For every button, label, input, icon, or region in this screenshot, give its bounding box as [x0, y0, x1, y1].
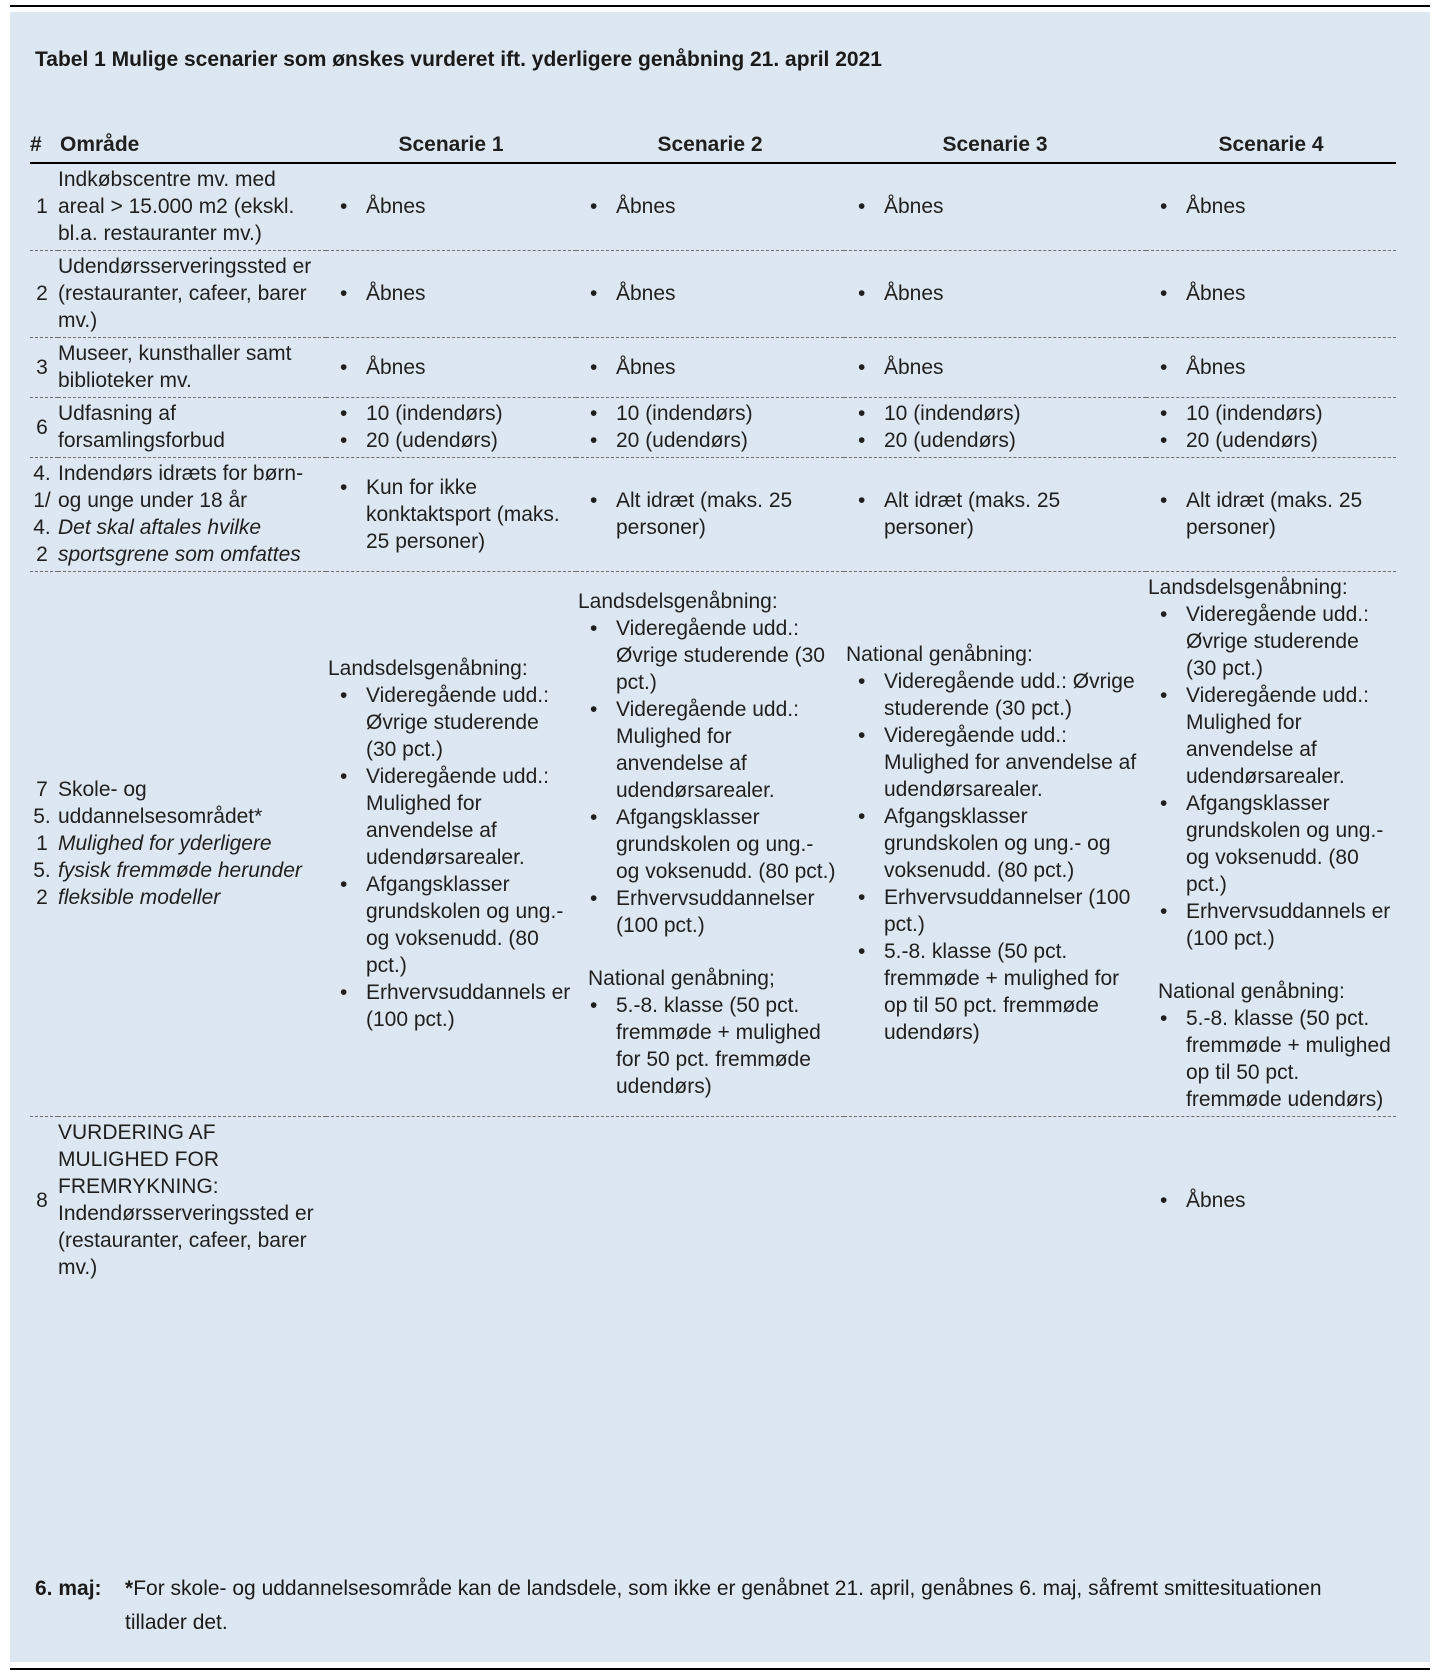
list-item: • Videregående udd.: Mulighed for anvendelse af udendørsarealer.	[326, 763, 572, 871]
table-row	[30, 1117, 1396, 1285]
cell-scenario-1	[326, 251, 576, 338]
list-item: • 10 (indendørs)	[326, 400, 572, 427]
list-item: • Åbnes	[1146, 193, 1392, 220]
list-item: • Afgangsklasser grundskolen og ung.- og voksenudd. (80 pct.)	[576, 804, 840, 885]
row-number: 8	[36, 1188, 48, 1212]
footnote-body: For skole- og uddannelsesområde kan de landsdele, som ikke er genåbnet 21. april, genåbnes 6. maj, såfremt smittesituationen tillader det.	[125, 1577, 1322, 1634]
row-area: Udendørsserveringssted er (restauranter, cafeer, barer mv.)	[58, 251, 326, 338]
list-item: • 10 (indendørs)	[576, 400, 840, 427]
cell-scenario-2	[576, 163, 844, 251]
list-item: • Afgangsklasser grundskolen og ung.- og voksenudd. (80 pct.)	[326, 871, 572, 979]
header-row	[30, 128, 1396, 163]
header-scenario-4: Scenarie 4	[1146, 128, 1396, 163]
list-item: • Åbnes	[576, 193, 840, 220]
row-area: Museer, kunsthaller samt biblioteker mv.	[58, 338, 326, 398]
cell-scenario-2	[576, 398, 844, 458]
table-title: Tabel 1 Mulige scenarier som ønskes vurderet ift. yderligere genåbning 21. april 2021	[35, 48, 882, 71]
row-area-note: Mulighed for yderligere fysisk fremmøde herunder fleksible modeller	[58, 832, 302, 909]
list-item: • Åbnes	[326, 193, 572, 220]
footnote-label: 6. maj:	[35, 1577, 102, 1600]
row-area: Indkøbscentre mv. med areal > 15.000 m2 (ekskl. bl.a. restauranter mv.)	[58, 163, 326, 251]
list-item: • Åbnes	[844, 354, 1142, 381]
table-row	[30, 572, 1396, 1117]
list-item: • Videregående udd.: Øvrige studerende (30 pct.)	[326, 682, 572, 763]
list-item: • Erhvervsuddannels er (100 pct.)	[1146, 898, 1392, 952]
table-row	[30, 398, 1396, 458]
list-item: • Åbnes	[1146, 1187, 1392, 1214]
footnote-text	[125, 1572, 1375, 1640]
cell-scenario-4	[1146, 338, 1396, 398]
row-area: VURDERING AF MULIGHED FOR FREMRYKNING: Indendørsserveringssted er (restauranter, cafeer, barer mv.)	[58, 1121, 314, 1279]
row-area-text: Skole- og uddannelsesområdet*	[58, 778, 263, 828]
cell-scenario-4	[1146, 163, 1396, 251]
list-item: • Åbnes	[576, 354, 840, 381]
list-item: • Videregående udd.: Mulighed for anvendelse af udendørsarealer.	[1146, 682, 1392, 790]
cell-scenario-4	[1146, 398, 1396, 458]
table-row	[30, 251, 1396, 338]
list-item: • Erhvervsuddannelser (100 pct.)	[844, 884, 1142, 938]
list-item: • 10 (indendørs)	[1146, 400, 1392, 427]
list-item: • Åbnes	[1146, 354, 1392, 381]
list-item: • Videregående udd.: Øvrige studerende (30 pct.)	[1146, 601, 1392, 682]
row-area-note: Det skal aftales hvilke sportsgrene som omfattes	[58, 516, 301, 566]
list-item: • Alt idræt (maks. 25 personer)	[1146, 487, 1392, 541]
cell-scenario-3	[844, 163, 1146, 251]
row-number: 3	[30, 338, 58, 398]
cell-scenario-4	[1146, 251, 1396, 338]
cell-scenario-3	[844, 398, 1146, 458]
cell-scenario-3	[844, 338, 1146, 398]
list-item: • Åbnes	[844, 193, 1142, 220]
list-item: • Videregående udd.: Øvrige studerende (30 pct.)	[576, 615, 840, 696]
list-item: • 10 (indendørs)	[844, 400, 1142, 427]
cell-scenario-2	[576, 338, 844, 398]
cell-scenario-1	[326, 163, 576, 251]
cell-scenario-1	[326, 1117, 576, 1285]
cell-heading: Landsdelsgenåbning:	[578, 589, 778, 613]
list-item: • Åbnes	[326, 354, 572, 381]
list-item: • Åbnes	[844, 280, 1142, 307]
list-item: • Åbnes	[576, 280, 840, 307]
scenario-table	[30, 128, 1396, 1284]
list-item: • Alt idræt (maks. 25 personer)	[576, 487, 840, 541]
cell-scenario-3	[844, 251, 1146, 338]
list-item: • Åbnes	[326, 280, 572, 307]
list-item: • Erhvervsuddannelser (100 pct.)	[576, 885, 840, 939]
row-area	[58, 572, 326, 1117]
cell-scenario-3	[844, 1117, 1146, 1285]
bottom-rule	[10, 1668, 1430, 1670]
cell-scenario-1	[326, 338, 576, 398]
cell-scenario-2	[576, 251, 844, 338]
row-area	[58, 458, 326, 572]
row-area: Udfasning af forsamlingsforbud	[58, 398, 326, 458]
top-rule	[10, 5, 1430, 7]
list-item: • 20 (udendørs)	[576, 427, 840, 454]
row-number: 6	[30, 398, 58, 458]
cell-heading-national: National genåbning;	[588, 966, 775, 990]
list-item: • Kun for ikke konktaktsport (maks. 25 personer)	[326, 474, 572, 555]
header-area: Område	[58, 128, 326, 163]
list-item: • Videregående udd.: Øvrige studerende (30 pct.)	[844, 668, 1142, 722]
row-number: 4. 1/ 4. 2	[30, 458, 58, 572]
list-item: • Afgangsklasser grundskolen og ung.- og voksenudd. (80 pct.)	[1146, 790, 1392, 898]
header-scenario-1: Scenarie 1	[326, 128, 576, 163]
list-item: • Videregående udd.: Mulighed for anvendelse af udendørsarealer.	[844, 722, 1142, 803]
cell-scenario-4	[1146, 572, 1396, 1117]
row-area-text: Indendørs idræts for børn- og unge under 18 år	[58, 462, 304, 512]
row-number: 7 5. 1 5. 2	[30, 572, 58, 1117]
list-item: • Videregående udd.: Mulighed for anvendelse af udendørsarealer.	[576, 696, 840, 804]
row-number: 2	[30, 251, 58, 338]
list-item: • 5.-8. klasse (50 pct. fremmøde + mulighed for 50 pct. fremmøde udendørs)	[576, 992, 840, 1100]
cell-scenario-2	[576, 458, 844, 572]
cell-scenario-2	[576, 1117, 844, 1285]
list-item: • Erhvervsuddannels er (100 pct.)	[326, 979, 572, 1033]
cell-scenario-4	[1146, 1117, 1396, 1285]
list-item: • 5.-8. klasse (50 pct. fremmøde + mulighed for op til 50 pct. fremmøde udendørs)	[844, 938, 1142, 1046]
list-item: • 5.-8. klasse (50 pct. fremmøde + mulighed op til 50 pct. fremmøde udendørs)	[1146, 1005, 1392, 1113]
cell-heading: Landsdelsgenåbning:	[1148, 576, 1348, 599]
cell-scenario-1	[326, 572, 576, 1117]
list-item: • 20 (udendørs)	[1146, 427, 1392, 454]
table-row	[30, 338, 1396, 398]
table-row	[30, 458, 1396, 572]
list-item: • Alt idræt (maks. 25 personer)	[844, 487, 1142, 541]
cell-scenario-2	[576, 572, 844, 1117]
footnote-star: *	[125, 1577, 134, 1600]
cell-scenario-1	[326, 458, 576, 572]
cell-scenario-3	[844, 572, 1146, 1117]
cell-heading: Landsdelsgenåbning:	[328, 656, 528, 680]
table-row	[30, 163, 1396, 251]
cell-scenario-4	[1146, 458, 1396, 572]
cell-scenario-1	[326, 398, 576, 458]
row-number: 1	[30, 163, 58, 251]
list-item: • Afgangsklasser grundskolen og ung.- og voksenudd. (80 pct.)	[844, 803, 1142, 884]
cell-heading: National genåbning:	[846, 643, 1033, 666]
list-item: • 20 (udendørs)	[844, 427, 1142, 454]
cell-heading-national: National genåbning:	[1158, 980, 1345, 1003]
header-num: #	[30, 128, 58, 163]
header-scenario-3: Scenarie 3	[844, 128, 1146, 163]
list-item: • Åbnes	[1146, 280, 1392, 307]
list-item: • 20 (udendørs)	[326, 427, 572, 454]
cell-scenario-3	[844, 458, 1146, 572]
header-scenario-2: Scenarie 2	[576, 128, 844, 163]
